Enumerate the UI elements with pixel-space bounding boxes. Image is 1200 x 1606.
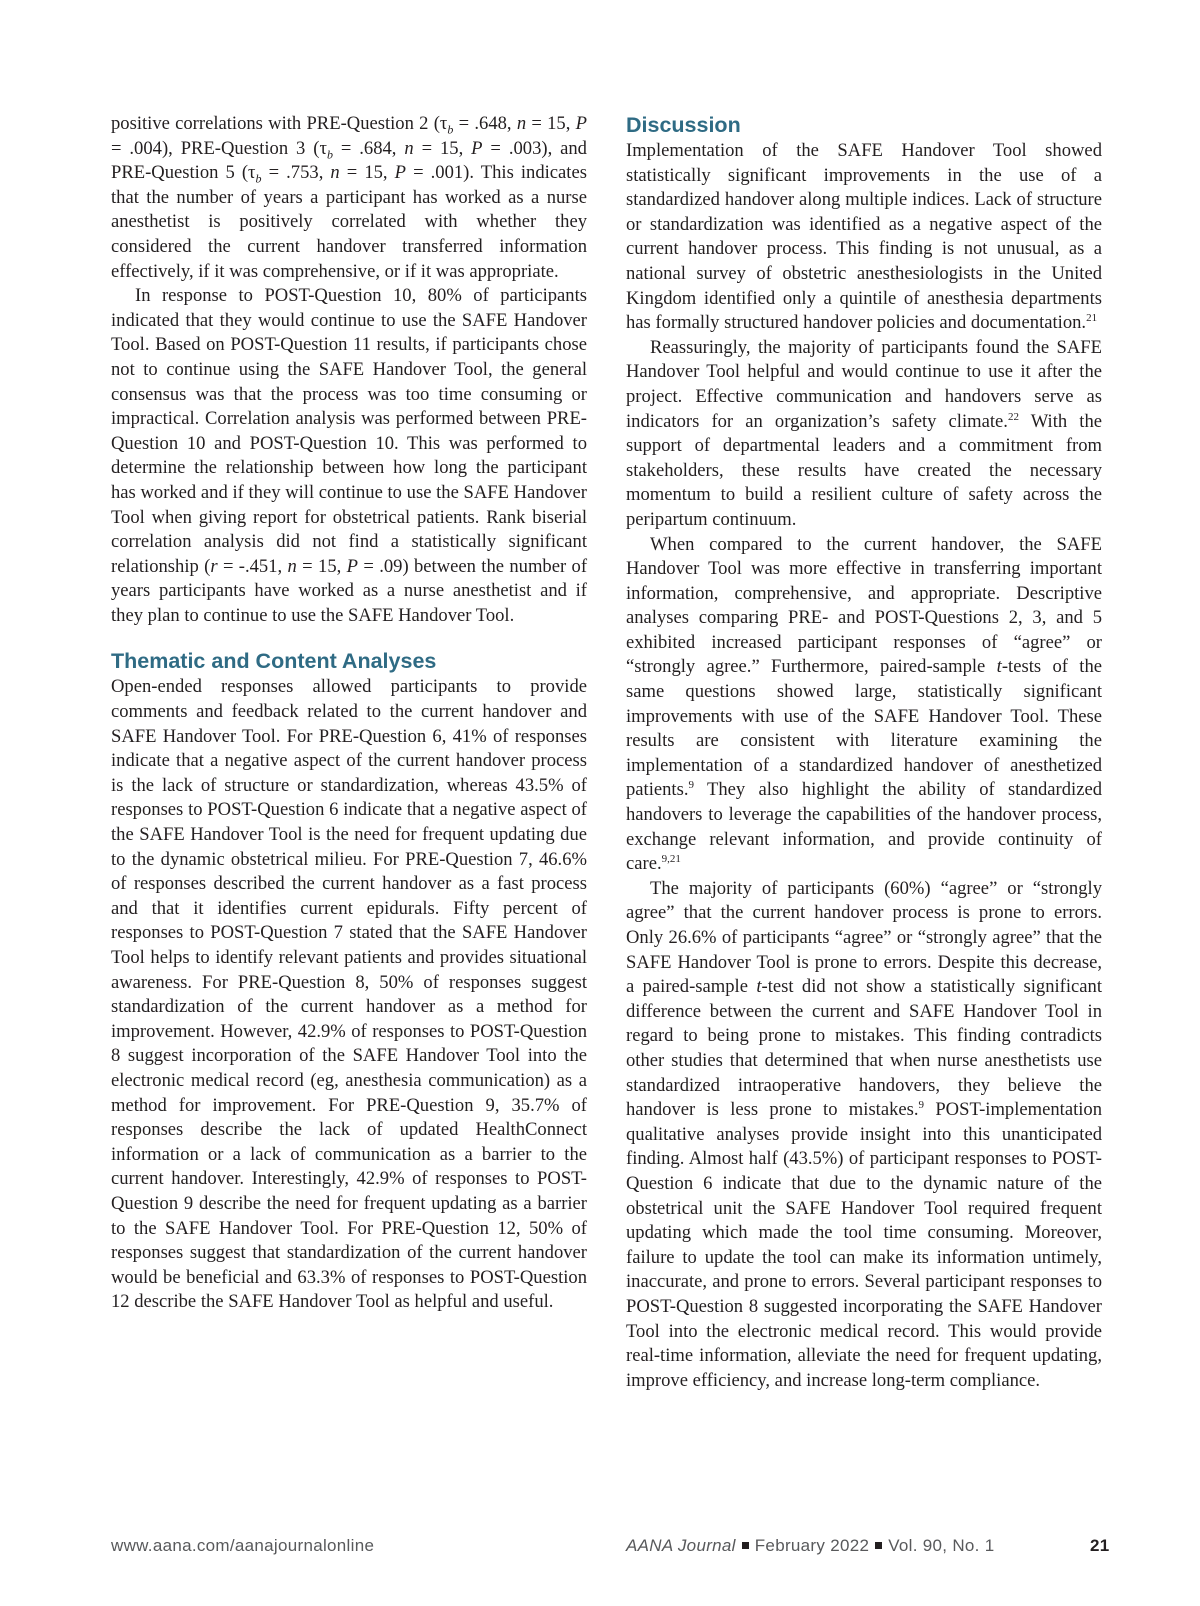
text-segment: b	[326, 147, 333, 162]
text-segment: P	[346, 555, 358, 577]
bullet-separator-icon	[742, 1542, 749, 1549]
text-segment: = .753,	[261, 162, 331, 184]
volume-info: Vol. 90, No. 1	[888, 1536, 995, 1555]
right-paragraph-4	[626, 877, 1102, 1393]
text-segment: 9	[918, 1098, 925, 1111]
text-segment: = 15,	[526, 113, 576, 134]
text-segment: = 15,	[339, 162, 395, 184]
footer-journal-info	[626, 1536, 995, 1556]
text-segment: 9,21	[661, 853, 681, 866]
footer-url: www.aana.com/aanajournalonline	[111, 1536, 375, 1555]
text-segment: P	[575, 113, 587, 134]
text-segment: 22	[1007, 410, 1019, 423]
text-segment: POST-implementation qualitative analyses provide insight into this unanticipated finding. Almost half (43.5%) of participant responses to POST-Question 6 indicate that due to the dynamic nature of the obstetrical unit the SAFE Handover Tool required frequent updating which made the tool time consuming. Moreover, failure to update the tool can make its information untimely, inaccurate, and prone to errors. Several participant responses to POST-Question 8 suggested incorporating the SAFE Handover Tool into the electronic medical record. This would provide real-time information, alleviate the need for frequent updating, improve efficiency, and increase long-term compliance.	[626, 1099, 1102, 1391]
text-segment: t	[996, 656, 1002, 678]
bullet-separator-icon	[875, 1542, 882, 1549]
text-segment: = .684,	[332, 137, 405, 159]
text-segment: n	[404, 137, 414, 159]
text-segment: positive correlations with PRE-Question 2 (τ	[111, 113, 448, 134]
journal-name: AANA Journal	[626, 1536, 736, 1555]
text-segment: They also highlight the ability of standardized handovers to leverage the capabilities of the handover process, exchange relevant information, and provide continuity of care.	[626, 779, 1102, 875]
text-segment: n	[287, 555, 297, 577]
text-segment: = .09) between the number of years participants have worked as a nurse anesthetist and if they plan to continue to use the SAFE Handover Tool.	[111, 555, 588, 626]
text-segment: The majority of participants (60%) “agree” or “strongly agree” that the current handover process is prone to errors. Only 26.6% of participants “agree” or “strongly agree” that the SAFE Handover Tool is prone to errors. Despite this decrease, a paired-sample	[626, 877, 1102, 998]
text-segment: n	[516, 113, 527, 134]
text-segment: = .001). This indicates that the number of years a participant has worked as a nurse anesthetist is positively correlated with whether they considered the current handover transferred information effectively, if it was comprehensive, or if it was appropriate.	[111, 162, 587, 282]
text-segment: = 15,	[296, 555, 347, 577]
right-paragraph-1	[626, 139, 1102, 336]
text-segment: = .003), and PRE-Question 5 (τ	[111, 137, 587, 184]
section-heading-thematic: Thematic and Content Analyses	[111, 649, 437, 674]
text-segment: t	[756, 976, 762, 998]
text-segment: In response to POST-Question 10, 80% of participants indicated that they would continue to use the SAFE Handover Tool. Based on POST-Question 11 results, if participants chose not to continue using the SAFE Handover Tool, the general consensus was that the process was too time consuming or impractical. Correlation analysis was performed between PRE-Question 10 and POST-Question 10. This was performed to determine the relationship between how long the participant has worked and if they will continue to use the SAFE Handover Tool when giving report for obstetrical patients. Rank biserial correlation analysis did not find a statistically significant relationship (	[111, 285, 587, 577]
text-segment: 9	[688, 779, 694, 792]
text-segment: -tests of the same questions showed large, statistically significant improvements with use of the SAFE Handover Tool. These results are consistent with literature examining the implementation of a standardized handover of anesthetized patients.	[626, 656, 1102, 801]
text-segment: Reassuringly, the majority of participants found the SAFE Handover Tool helpful and would continue to use it after the project. Effective communication and handovers serve as indicators for an organization’s safety climate.	[626, 336, 1102, 432]
left-paragraph-2	[111, 284, 587, 628]
right-paragraph-3	[626, 533, 1102, 877]
text-segment: Implementation of the SAFE Handover Tool showed statistically significant improvements in the use of a standardized handover along multiple indices. Lack of structure or standardization was identified as a negative aspect of the current handover process. This finding is not unusual, as a national survey of obstetric anesthesiologists in the United Kingdom identified only a quintile of anesthesia departments has formally structured handover policies and documentation.	[626, 140, 1102, 334]
issue-date: February 2022	[754, 1536, 870, 1555]
text-segment: -test did not show a statistically significant difference between the current and SAFE Handover Tool in regard to being prone to mistakes. This finding contradicts other studies that determined that when nurse anesthetists use standardized intraoperative handovers, they believe the handover is less prone to mistakes.	[626, 976, 1102, 1121]
text-segment: When compared to the current handover, the SAFE Handover Tool was more effective in transferring important information, comprehensive, and appropriate. Descriptive analyses comparing PRE- and POST-Questions 2, 3, and 5 exhibited increased participant responses of “agree” or “strongly agree.” Furthermore, paired-sample	[626, 533, 1102, 678]
left-column	[111, 112, 587, 1315]
left-paragraph-3	[111, 675, 587, 1314]
text-segment: b	[255, 171, 262, 186]
text-segment: Open-ended responses allowed participants to provide comments and feedback related to the current handover and SAFE Handover Tool. For PRE-Question 6, 41% of responses indicate that a negative aspect of the current handover process is the lack of structure or standardization, whereas 43.5% of responses to POST-Question 6 indicate that a negative aspect of the SAFE Handover Tool is the need for frequent updating due to the dynamic obstetrical milieu. For PRE-Question 7, 46.6% of responses described the current handover as a fast process and that it identifies current epidurals. Fifty percent of responses to POST-Question 7 stated that the SAFE Handover Tool helps to identify relevant patients and provides situational awareness. For PRE-Question 8, 50% of responses suggest standardization of the current handover as a method for improvement. However, 42.9% of responses to POST-Question 8 suggest incorporation of the SAFE Handover Tool into the electronic medical record (eg, anesthesia communication) as a method for improvement. For PRE-Question 9, 35.7% of responses describe the lack of updated HealthConnect information or a lack of communication as a barrier to the current handover. Interestingly, 42.9% of responses to POST-Question 9 describe the need for frequent updating as a barrier to the SAFE Handover Tool. For PRE-Question 12, 50% of responses suggest that standardization of the current handover would be beneficial and 63.3% of responses to POST-Question 12 describe the SAFE Handover Tool as helpful and useful.	[111, 676, 587, 1313]
text-segment: With the support of departmental leaders and a commitment from stakeholders, these results have created the necessary momentum to build a resilient culture of safety across the peripartum continuum.	[626, 410, 1102, 530]
text-segment: = 15,	[413, 137, 472, 159]
text-segment: = .648,	[453, 113, 517, 134]
text-segment: P	[394, 162, 407, 184]
text-segment: 21	[1086, 311, 1098, 324]
left-paragraph-1	[111, 112, 587, 284]
page-number: 21	[1090, 1536, 1110, 1555]
text-segment: n	[330, 162, 340, 184]
text-segment: r	[210, 555, 218, 577]
text-segment: b	[447, 122, 454, 137]
right-paragraph-2	[626, 336, 1102, 533]
text-segment: = .004), PRE-Question 3 (τ	[111, 137, 327, 159]
section-heading-discussion: Discussion	[626, 113, 741, 137]
text-segment: = -.451,	[217, 555, 288, 577]
text-segment: P	[471, 137, 483, 159]
right-column	[626, 112, 1102, 1393]
